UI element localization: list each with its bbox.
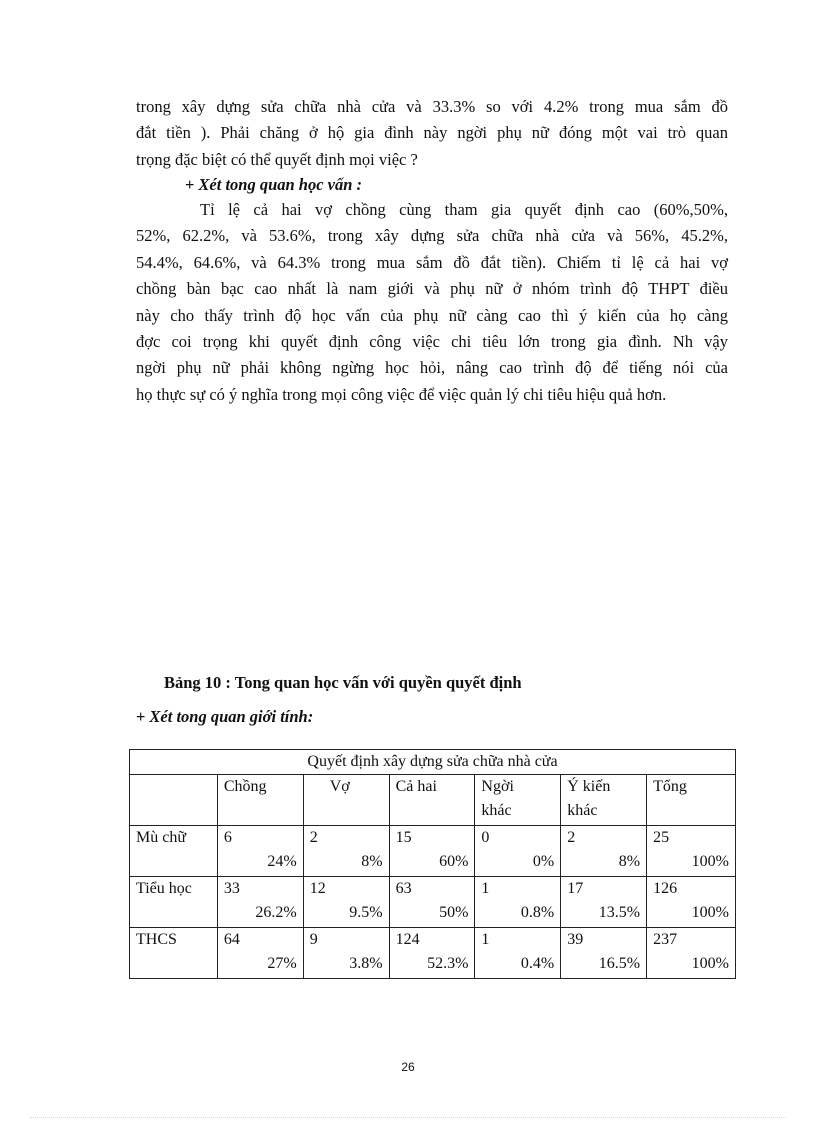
paragraph-line: họ thực sự có ý nghĩa trong mọi công việc để việc quản lý chi tiêu hiệu quả hơn. xyxy=(136,384,667,404)
paragraph-line: 54.4%, 64.6%, và 64.3% trong mua sắm đồ đắt tiền). Chiếm tỉ lệ cả hai vợ xyxy=(136,252,728,272)
paragraph-line: đợc coi trọng khi quyết định công việc chi tiêu lớn trong gia đình. Nh vậy xyxy=(136,331,728,351)
table-cell: 33 26.2% xyxy=(217,877,303,928)
table-cell: 15 60% xyxy=(389,826,475,877)
table-cell: 1 0.4% xyxy=(475,928,561,979)
decision-table xyxy=(129,749,736,979)
heading-text: Xét tong quan giới tính: xyxy=(149,707,314,726)
column-header: Cả hai xyxy=(389,775,475,826)
paragraph-line: Tỉ lệ cả hai vợ chồng cùng tham gia quyết định cao (60%,50%, xyxy=(200,200,728,219)
table-header-row xyxy=(130,775,736,826)
table-row xyxy=(130,826,736,877)
paragraph-line: trong xây dựng sửa chữa nhà cửa và 33.3% so với 4.2% trong mua sắm đồ xyxy=(136,97,728,116)
row-label: Tiểu học xyxy=(130,877,218,928)
paragraph-line: chồng bàn bạc cao nhất là nam giới và phụ nữ ở nhóm trình độ THPT điều xyxy=(136,279,728,299)
column-header: Chồng xyxy=(217,775,303,826)
table-cell: 237 100% xyxy=(647,928,736,979)
plus-marker: + xyxy=(185,175,195,194)
empty-header-cell xyxy=(130,775,218,826)
column-header: Ngời khác xyxy=(475,775,561,826)
table-title: Quyết định xây dựng sửa chữa nhà cửa xyxy=(130,750,736,775)
table-cell: 1 0.8% xyxy=(475,877,561,928)
paragraph-line: 52%, 62.2%, và 53.6%, trong xây dựng sửa chữa nhà cửa và 56%, 45.2%, xyxy=(136,226,728,246)
table-row xyxy=(130,877,736,928)
section-heading-gender xyxy=(136,707,313,727)
table-cell: 25 100% xyxy=(647,826,736,877)
table-cell: 9 3.8% xyxy=(303,928,389,979)
table-cell: 126 100% xyxy=(647,877,736,928)
page-number: 26 xyxy=(401,1060,415,1074)
paragraph-2 xyxy=(136,197,728,408)
paragraph-1 xyxy=(136,94,728,173)
paragraph-line: ngời phụ nữ phải không ngừng học hỏi, nâng cao trình độ để tiếng nói của xyxy=(136,358,728,378)
table-cell: 39 16.5% xyxy=(561,928,647,979)
table-caption: Bảng 10 : Tong quan học vấn với quyền quyết định xyxy=(164,673,522,692)
paragraph-line: đắt tiền ). Phải chăng ở hộ gia đình này ngời phụ nữ đóng một vai trò quan xyxy=(136,123,728,143)
section-heading-education xyxy=(185,172,362,198)
column-header: Ý kiến khác xyxy=(561,775,647,826)
paragraph-line: này cho thấy trình độ học vấn của phụ nữ càng cao thì ý kiến của họ càng xyxy=(136,305,728,325)
footer-divider xyxy=(30,1117,786,1118)
table-cell: 12 9.5% xyxy=(303,877,389,928)
column-header: Tổng xyxy=(647,775,736,826)
paragraph-line: trọng đặc biệt có thể quyết định mọi việc ? xyxy=(136,149,418,169)
table-cell: 63 50% xyxy=(389,877,475,928)
table-cell: 17 13.5% xyxy=(561,877,647,928)
heading-text: Xét tong quan học vấn : xyxy=(198,175,363,194)
table-cell: 2 8% xyxy=(303,826,389,877)
row-label: Mù chữ xyxy=(130,826,218,877)
table-cell: 124 52.3% xyxy=(389,928,475,979)
row-label: THCS xyxy=(130,928,218,979)
plus-marker: + xyxy=(136,707,146,726)
table-cell: 64 27% xyxy=(217,928,303,979)
table-cell: 0 0% xyxy=(475,826,561,877)
table-cell: 6 24% xyxy=(217,826,303,877)
table-cell: 2 8% xyxy=(561,826,647,877)
table-row xyxy=(130,928,736,979)
column-header: Vợ xyxy=(303,775,389,826)
